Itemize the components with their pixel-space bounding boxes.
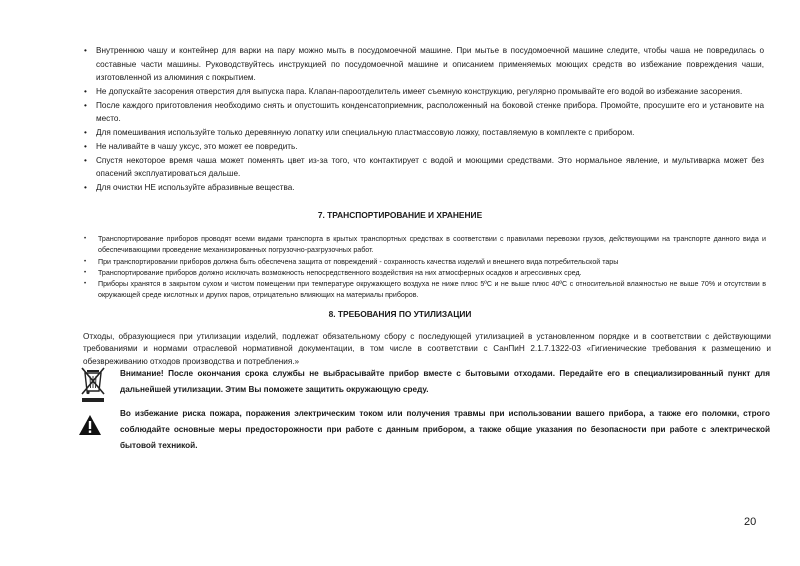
care-list — [84, 44, 764, 195]
bullet: • — [84, 269, 87, 276]
list-item: • При транспортировании приборов должна быть обеспечена защита от повреждений - сохранность качества изделий и внешнего вида потребительской тары — [84, 257, 766, 268]
list-item: • Не наливайте в чашу уксус, это может ее повредить. — [84, 140, 764, 154]
list-item: • После каждого приготовления необходимо снять и опустошить конденсатоприемник, расположенный на боковой стенке прибора. Промойте, просушите его и установите на место. — [84, 100, 764, 124]
list-item: • Для очистки НЕ используйте абразивные вещества. — [84, 181, 764, 195]
bullet: • — [84, 281, 87, 288]
list-item: • Не допускайте засорения отверстия для выпуска пара. Клапан-пароотделитель имеет съемную конструкцию, регулярно промывайте его водой во избежание засорения. — [84, 85, 764, 99]
page-number: 20 — [744, 516, 757, 528]
warning-triangle-icon — [78, 414, 102, 441]
bullet: • — [84, 141, 87, 151]
list-item: • Транспортирование приборов проводят всеми видами транспорта в крытых транспортных средствах в соответствии с правилами перевозки грузов, действующими на транспорте данного вида и обеспечивающими проведение механизированных погрузочно-разгрузочных работ. — [84, 235, 766, 255]
disposal-warning: Внимание! После окончания срока службы не выбрасывайте прибор вместе с бытовыми отходами. Передайте его в специализированный пункт для дальнейшей утилизации. Этим Вы поможете защитить окружающую среду. — [120, 369, 770, 394]
list-item: • Приборы хранятся в закрытом сухом и чистом помещении при температуре окружающего воздуха не ниже плюс 5ºC и не выше плюс 40ºC с относительной влажностью не выше 70% и отсутствии в окружающей среде кислотных и других паров, отрицательно влияющих на материалы приборов. — [84, 280, 766, 300]
bullet: • — [84, 183, 87, 193]
bullet: • — [84, 128, 87, 138]
list-item: • Транспортирование приборов должно исключать возможность непосредственного воздействия на них атмосферных осадков и агрессивных сред. — [84, 268, 766, 279]
section-7-heading: 7. ТРАНСПОРТИРОВАНИЕ И ХРАНЕНИЕ — [317, 210, 483, 220]
list-item: • Внутреннюю чашу и контейнер для варки на пару можно мыть в посудомоечной машине. При мытье в посудомоечной машине следите, чтобы чаша не повредилась о составные части машины. Руководствуйтесь инструкцией по посудомоечной машине и описанием применяемых моющих средств во избежание повреждения чаши, изготовленной из алюминия с покрытием. — [84, 46, 764, 83]
safety-warning: Во избежание риска пожара, поражения электрическим током или получения травмы при использовании вашего прибора, а также его поломки, строго соблюдайте основные меры предосторожности при работе с данным прибором, а также общие указания по безопасности при работе с электрической бытовой техникой. — [120, 409, 770, 450]
bullet: • — [84, 100, 87, 110]
bullet: • — [84, 236, 87, 242]
section-8-heading: 8. ТРЕБОВАНИЯ ПО УТИЛИЗАЦИИ — [328, 309, 472, 319]
crossed-bin-icon — [80, 366, 106, 409]
bullet: • — [84, 258, 87, 265]
bullet: • — [84, 155, 87, 165]
disposal-paragraph: Отходы, образующиеся при утилизации изделий, подлежат обязательному сбору с последующей утилизацией в установленном порядке и в соответствии с действующими требованиями и нормами отраслевой нормативной документации, в том числе в соответствии с СанПиН 2.1.7.1322-03 «Гигиенические требования к размещению и обезвреживанию отходов производства и потребления.» — [83, 332, 771, 366]
bullet: • — [84, 86, 87, 96]
list-item: • Для помешивания используйте только деревянную лопатку или специальную пластмассовую ложку, поставляемую в комплекте с прибором. — [84, 126, 764, 140]
transport-list — [84, 234, 766, 302]
list-item: • Спустя некоторое время чаша может поменять цвет из-за того, что контактирует с водой и моющими средствами. Это нормальное явление, и мультиварка может без опасений эксплуатироваться дальше. — [84, 155, 764, 179]
bullet: • — [84, 46, 87, 55]
